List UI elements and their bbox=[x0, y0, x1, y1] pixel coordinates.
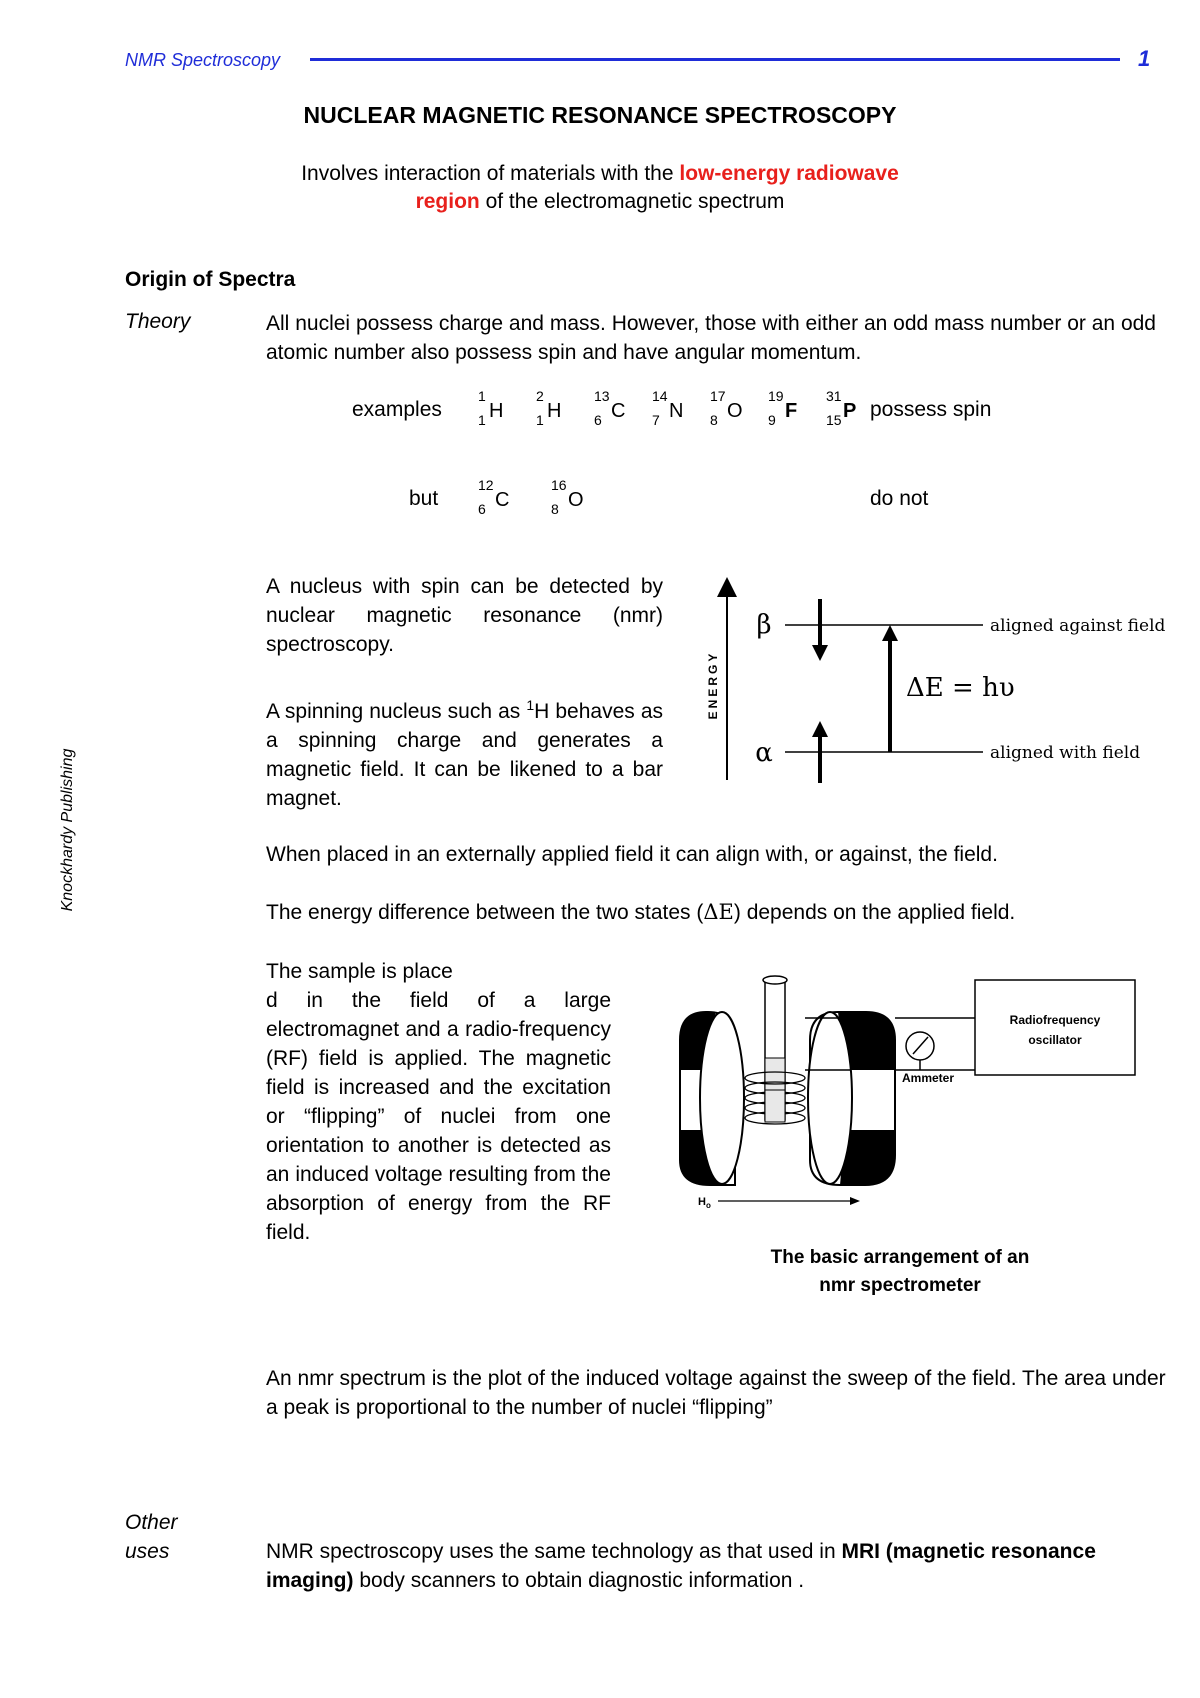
isotope-mass-number: 13 bbox=[594, 388, 610, 404]
other-uses-label bbox=[125, 1508, 178, 1566]
running-title: NMR Spectroscopy bbox=[125, 50, 281, 70]
isotope-symbol: O bbox=[568, 489, 584, 511]
isotope-atomic-number: 9 bbox=[768, 412, 776, 428]
field-subscript: o bbox=[706, 1201, 711, 1210]
isotope-mass-number: 1 bbox=[478, 388, 486, 404]
other-uses-label-2: uses bbox=[125, 1540, 170, 1563]
section-heading: Origin of Spectra bbox=[125, 268, 296, 291]
header-rule bbox=[310, 58, 1120, 61]
spinning-sup: 1 bbox=[526, 697, 535, 713]
isotope-atomic-number: 1 bbox=[478, 412, 486, 428]
intro-text-2: of the electromagnetic spectrum bbox=[479, 190, 785, 213]
other-uses-bold: MRI (magnetic resonance imaging) bbox=[266, 1540, 1096, 1592]
isotope-atomic-number: 8 bbox=[710, 412, 718, 428]
spectrum-paragraph: An nmr spectrum is the plot of the induced voltage against the sweep of the field. The area under a peak is proportional to the number of nuclei “flipping” bbox=[266, 1367, 1166, 1419]
right-magnet-pole bbox=[808, 1012, 895, 1185]
align-paragraph: When placed in an externally applied field it can align with, or against, the field. bbox=[266, 843, 998, 866]
other-uses-post: body scanners to obtain diagnostic information . bbox=[353, 1569, 805, 1592]
sample-liquid bbox=[765, 1090, 785, 1122]
isotope-symbol: P bbox=[843, 400, 857, 422]
page-number: 1 bbox=[1138, 46, 1151, 71]
isotope-mass-number: 17 bbox=[710, 388, 726, 404]
energy-text-2: ) depends on the applied field. bbox=[733, 901, 1016, 924]
caption-line-2: nmr spectrometer bbox=[819, 1275, 981, 1296]
isotope-symbol: N bbox=[669, 400, 684, 422]
isotope-mass-number: 16 bbox=[551, 477, 567, 493]
field-label: H bbox=[698, 1196, 706, 1208]
oscillator-label-2: oscillator bbox=[1028, 1033, 1082, 1047]
isotope-symbol: H bbox=[489, 400, 504, 422]
caption-line-1: The basic arrangement of an bbox=[770, 1247, 1030, 1268]
spin-down-arrowhead bbox=[812, 645, 828, 661]
ammeter-label: Ammeter bbox=[902, 1071, 955, 1085]
diagram-caption bbox=[700, 1244, 1100, 1300]
intro bbox=[0, 160, 1200, 216]
isotope-atomic-number: 15 bbox=[826, 412, 842, 428]
theory-text: All nuclei possess charge and mass. However, those with either an odd mass number or an odd atomic number also possess spin and have angular momentum. bbox=[266, 312, 1156, 364]
transition-arrowhead bbox=[882, 625, 898, 641]
examples-suffix: possess spin bbox=[870, 398, 992, 421]
spin-up-arrowhead bbox=[812, 721, 828, 737]
spinning-text: A spinning nucleus such as bbox=[266, 700, 527, 723]
examples-label: examples bbox=[352, 398, 442, 421]
spectrometer-diagram bbox=[670, 970, 1150, 1215]
but-label: but bbox=[409, 487, 439, 510]
intro-highlight-2: region bbox=[415, 190, 480, 213]
energy-paragraph bbox=[266, 898, 1166, 927]
isotope-mass-number: 14 bbox=[652, 388, 668, 404]
isotope-symbol: C bbox=[611, 400, 626, 422]
field-arrowhead bbox=[850, 1197, 860, 1205]
rf-oscillator-box bbox=[975, 980, 1135, 1075]
other-uses-pre: NMR spectroscopy uses the same technology as that used in bbox=[266, 1540, 842, 1563]
beta-symbol: β bbox=[756, 610, 772, 640]
isotope-atomic-number: 6 bbox=[478, 501, 486, 517]
isotope-mass-number: 19 bbox=[768, 388, 784, 404]
isotope-atomic-number: 7 bbox=[652, 412, 660, 428]
page-title: NUCLEAR MAGNETIC RESONANCE SPECTROSCOPY bbox=[303, 102, 897, 128]
other-uses-text bbox=[266, 1537, 1121, 1595]
energy-equation: ΔE = hυ bbox=[906, 673, 1015, 703]
beta-label: aligned against field bbox=[990, 616, 1166, 636]
alpha-label: aligned with field bbox=[990, 743, 1141, 763]
spinning-paragraph bbox=[266, 691, 663, 813]
intro-text: Involves interaction of materials with the bbox=[301, 162, 680, 185]
energy-axis-label: ENERGY bbox=[706, 650, 720, 720]
spin-paragraph: A nucleus with spin can be detected by nuclear magnetic resonance (nmr) spectroscopy. bbox=[266, 575, 663, 656]
but-suffix: do not bbox=[870, 487, 929, 510]
sample-line-1: The sample is place bbox=[266, 960, 453, 983]
intro-highlight: low-energy radiowave bbox=[679, 162, 899, 185]
alpha-symbol: α bbox=[755, 738, 773, 768]
left-magnet-pole bbox=[680, 1012, 744, 1185]
sample-paragraph: d in the field of a large electromagnet and a radio-frequency (RF) field is applied. The magnetic field is increased and the excitation or “flipping” of nuclei from one orientation to another is detected as an induced voltage resulting from the absorption of energy from the RF field. bbox=[266, 989, 611, 1244]
isotope-atomic-number: 1 bbox=[536, 412, 544, 428]
isotope-mass-number: 31 bbox=[826, 388, 842, 404]
theory-label: Theory bbox=[125, 310, 191, 333]
isotope-symbol: F bbox=[785, 400, 798, 422]
spinning-text-2: H behaves as a spinning charge and generates a magnetic field. It can be likened to a bar magnet. bbox=[266, 700, 663, 810]
energy-level-diagram bbox=[680, 575, 1180, 790]
isotope-symbol: O bbox=[727, 400, 743, 422]
isotope-symbol: C bbox=[495, 489, 510, 511]
isotope-symbol: H bbox=[547, 400, 562, 422]
oscillator-label-1: Radiofrequency bbox=[1009, 1013, 1101, 1027]
energy-text: The energy difference between the two states ( bbox=[266, 901, 704, 924]
publisher-text: Knockhardy Publishing bbox=[59, 748, 76, 912]
isotope-mass-number: 2 bbox=[536, 388, 544, 404]
energy-delta: ΔE bbox=[703, 900, 734, 924]
isotope-mass-number: 12 bbox=[478, 477, 494, 493]
other-uses-label-1: Other bbox=[125, 1511, 178, 1534]
isotope-atomic-number: 6 bbox=[594, 412, 602, 428]
isotope-atomic-number: 8 bbox=[551, 501, 559, 517]
